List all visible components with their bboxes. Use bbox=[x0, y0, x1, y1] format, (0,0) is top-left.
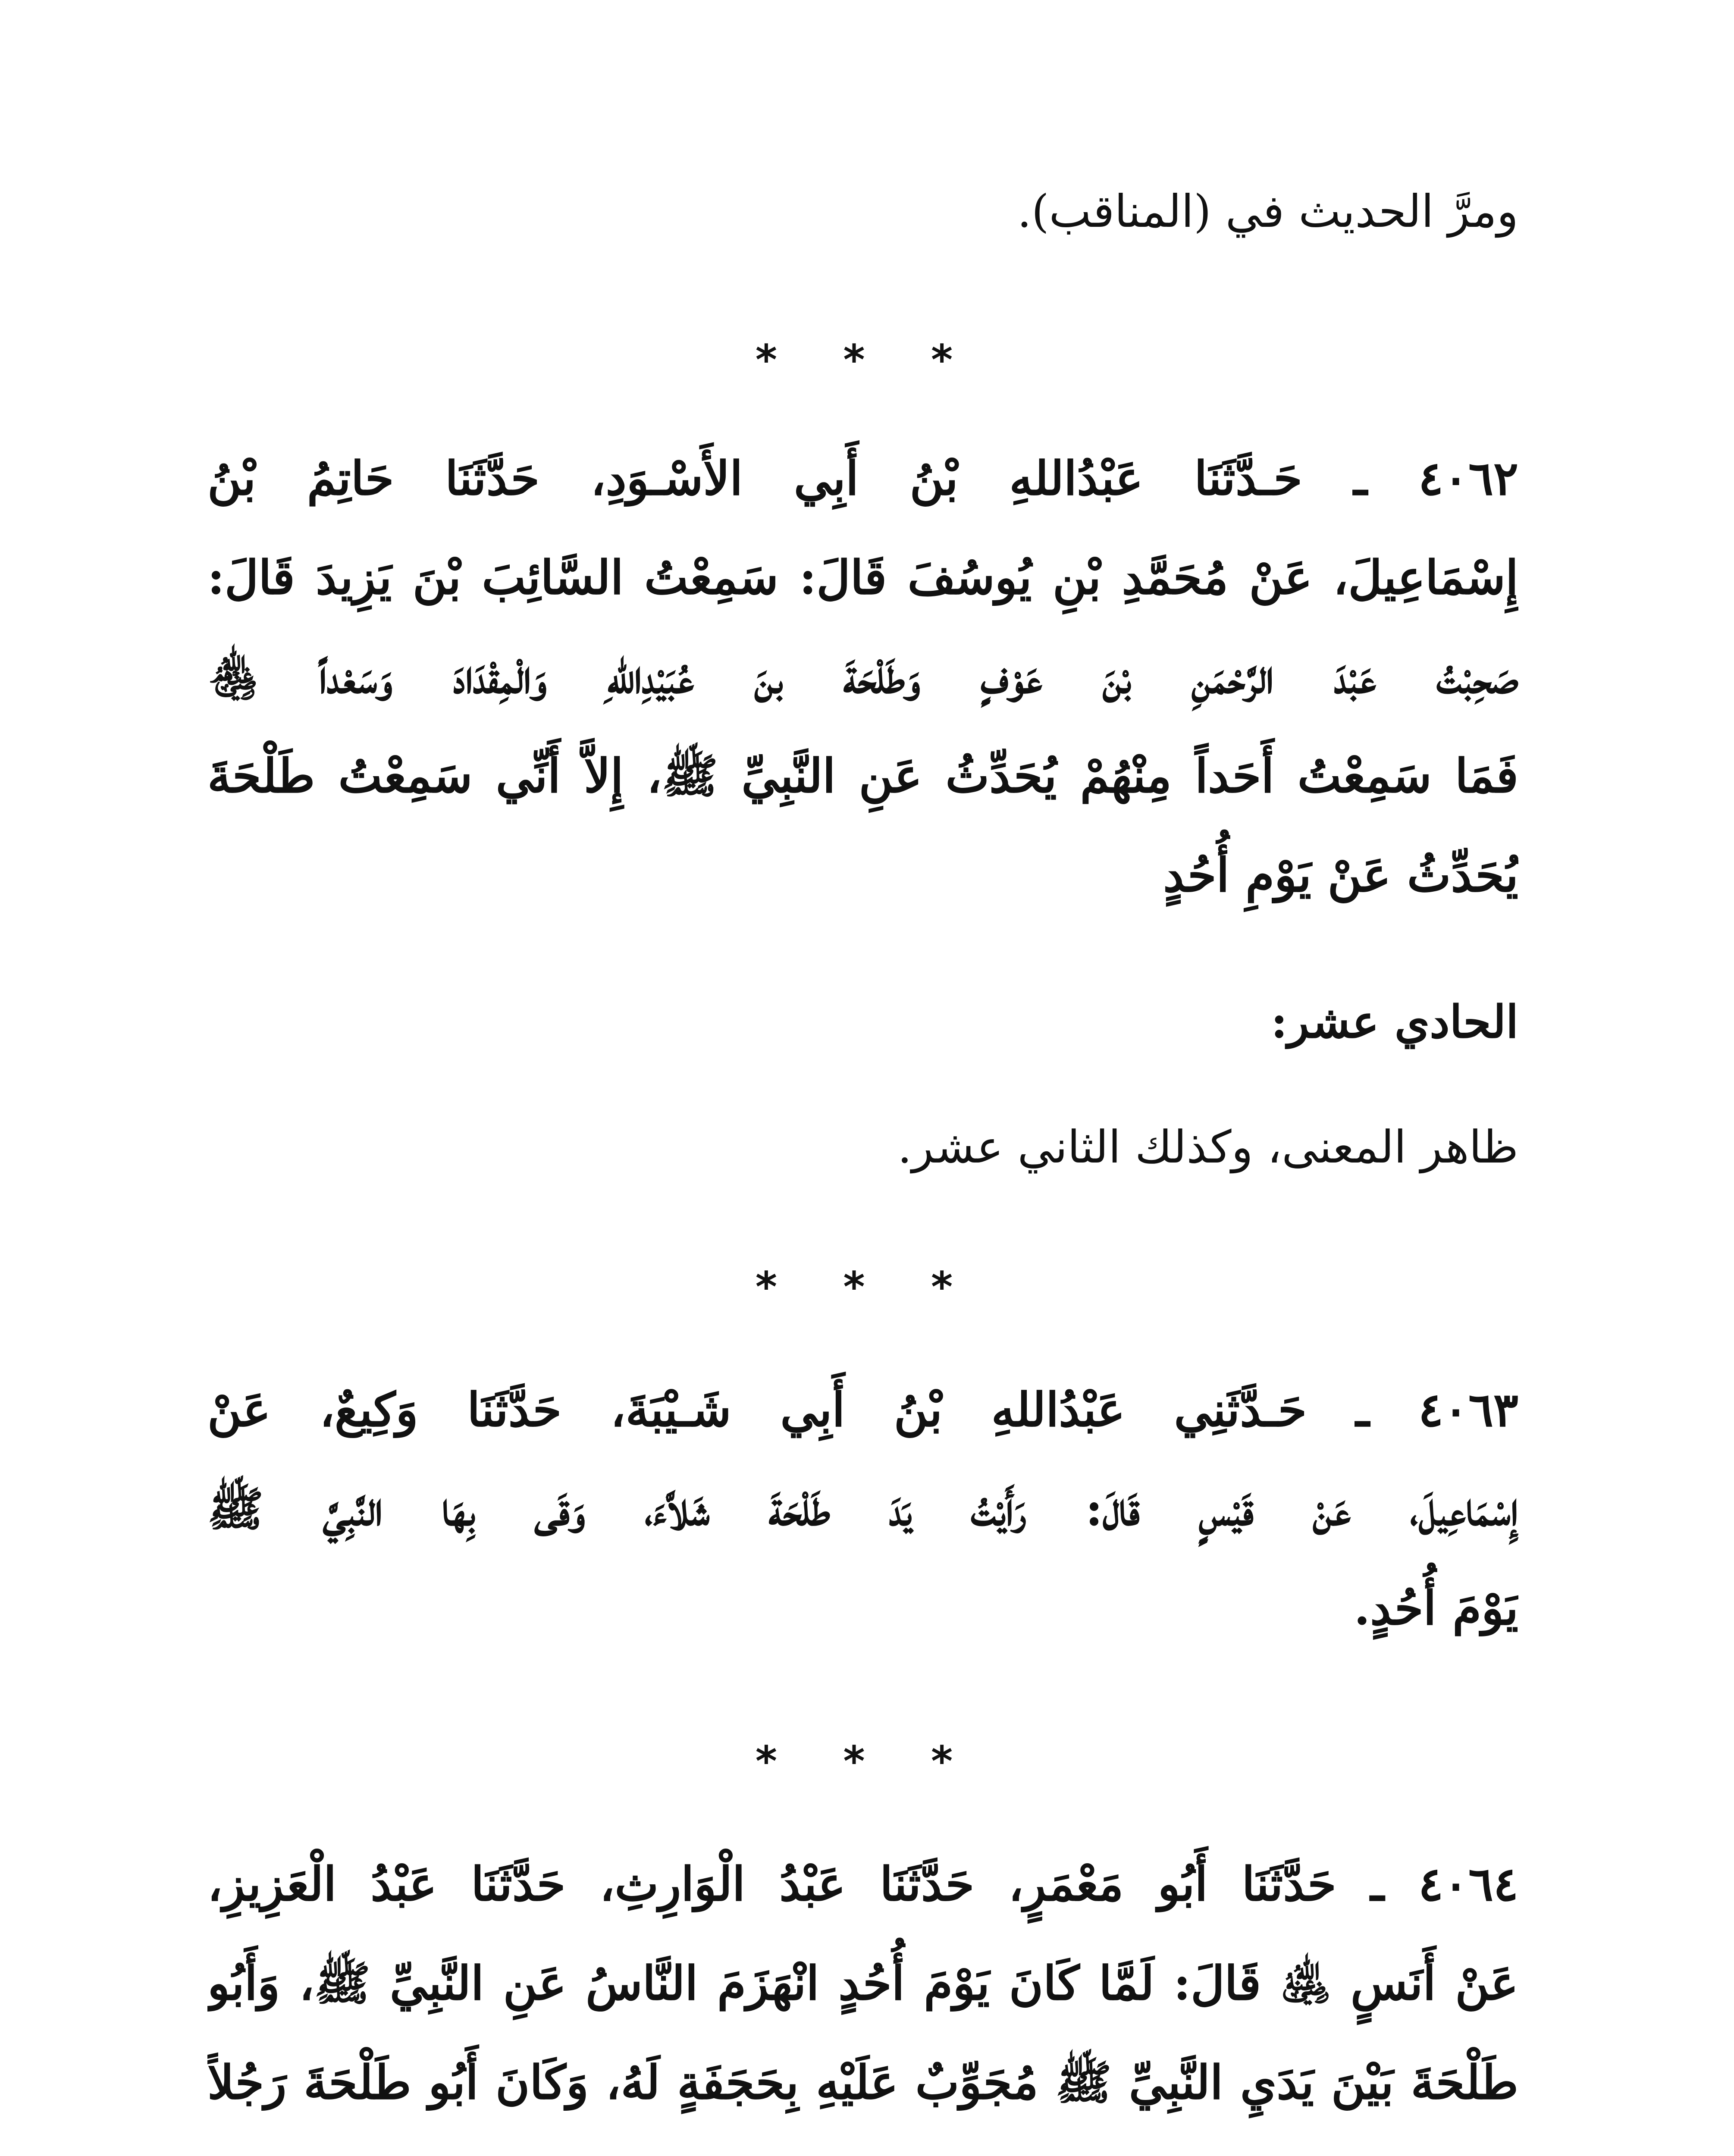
hadith-4064-line-2: عَنْ أَنَسٍ ﵁ قَالَ: لَمَّا كَانَ يَوْمَ أُحُدٍ انْهَزَمَ النَّاسُ عَنِ النَّبِيِّ ﷺ، وَأَبُو bbox=[207, 1956, 1518, 2011]
section-note: ظاهر المعنى، وكذلك الثاني عشر. bbox=[897, 1121, 1518, 1173]
hadith-4062-line-5: يُحَدِّثُ عَنْ يَوْمِ أُحُدٍ bbox=[1163, 848, 1518, 903]
separator-1: * * * bbox=[755, 336, 979, 384]
hadith-4064-line-3: طَلْحَةَ بَيْنَ يَدَيِ النَّبِيِّ ﷺ مُجَوِّبٌ عَلَيْهِ بِحَجَفَةٍ لَهُ، وَكَانَ أَبُو طَلْحَةَ رَجُلاً bbox=[207, 2056, 1518, 2110]
hadith-4063-line-3: يَوْمَ أُحُدٍ. bbox=[1354, 1581, 1518, 1636]
hadith-4063-line-2: إِسْمَاعِيلَ، عَنْ قَيْسٍ قَالَ: رَأَيْتُ يَدَ طَلْحَةَ شَلاَّءَ، وَقَى بِهَا النَّبِيَّ ﷺ bbox=[207, 1482, 1518, 1536]
separator-3: * * * bbox=[755, 1737, 979, 1786]
hadith-4062-line-2: إِسْمَاعِيلَ، عَنْ مُحَمَّدِ بْنِ يُوسُفَ قَالَ: سَمِعْتُ السَّائِبَ بْنَ يَزِيدَ قَالَ: bbox=[207, 551, 1518, 605]
hadith-4062-line-4: فَمَا سَمِعْتُ أَحَداً مِنْهُمْ يُحَدِّثُ عَنِ النَّبِيِّ ﷺ، إِلاَّ أَنِّي سَمِعْتُ طَلْحَةَ bbox=[207, 749, 1518, 803]
intro-line: ومرَّ الحديث في (المناقب). bbox=[1017, 185, 1518, 238]
hadith-4064-line-1: ٤٠٦٤ ـ حَدَّثَنَا أَبُو مَعْمَرٍ، حَدَّثَنَا عَبْدُ الْوَارِثِ، حَدَّثَنَا عَبْدُ الْعَزِيزِ، bbox=[207, 1857, 1518, 1912]
separator-2: * * * bbox=[755, 1263, 979, 1311]
hadith-4062-line-3: صَحِبْتُ عَبْدَ الرَّحْمَنِ بْنَ عَوْفٍ وَطَلْحَةَ بنَ عُبَيْدِاللهِ وَالْمِقْدَادَ وَسَعْداً ﵃ bbox=[207, 650, 1518, 704]
hadith-4063-line-1: ٤٠٦٣ ـ حَـدَّثَنِي عَبْدُاللهِ بْنُ أَبِي شَـيْبَةَ، حَدَّثَنَا وَكِيعٌ، عَنْ bbox=[207, 1383, 1518, 1437]
section-heading: الحادي عشر: bbox=[1271, 995, 1518, 1048]
hadith-4062-line-1: ٤٠٦٢ ـ حَـدَّثَنَا عَبْدُاللهِ بْنُ أَبِي الأَسْـوَدِ، حَدَّثَنَا حَاتِمُ بْنُ bbox=[207, 451, 1518, 506]
